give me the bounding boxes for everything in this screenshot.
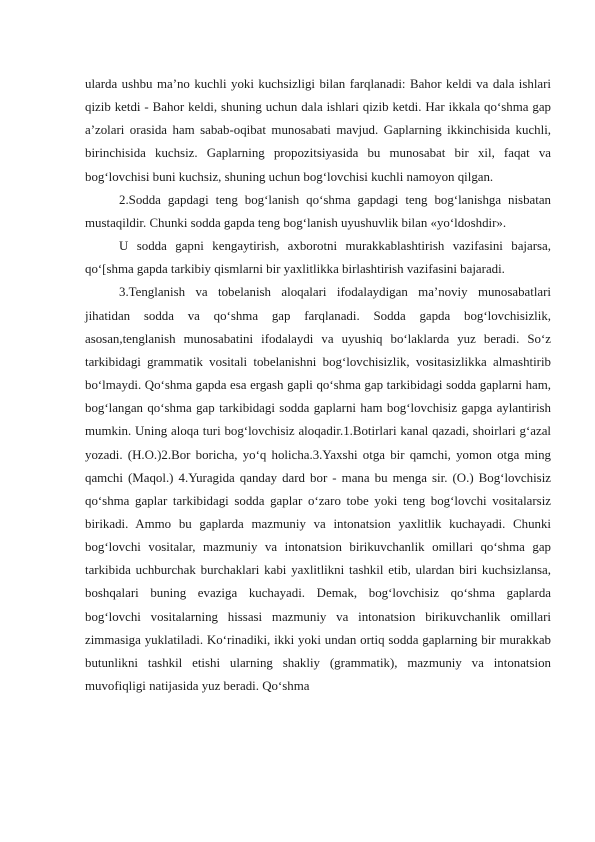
body-text (85, 73, 551, 698)
paragraph-1: ularda ushbu ma’no kuchli yoki kuchsizligi bilan farqlanadi: Bahor keldi va dala ishlari qizib ketdi - Bahor keldi, shuning uchun dala ishlari qizib ketdi. Har ikkala qo‘shma gap a’zolari orasida ham sabab-oqibat munosabati mavjud. Gaplarning ikkinchisida kuchli, birinchisida kuchsiz. Gaplarning propozitsiyasida bu munosabat bir xil, faqat va bog‘lovchisi buni kuchsiz, shuning uchun bog‘lovchisi kuchli namoyon qilgan. (85, 77, 551, 184)
paragraph-2: 2.Sodda gapdagi teng bog‘lanish qo‘shma gapdagi teng bog‘lanishga nisbatan mustaqildir. Chunki sodda gapda teng bog‘lanish uyushuvlik bilan «yo‘ldoshdir». (85, 192, 551, 230)
paragraph-4: 3.Tenglanish va tobelanish aloqalari ifodalaydigan ma’noviy munosabatlari jihatidan sodda va qo‘shma gap farqlanadi. Sodda gapda bog‘lovchisizlik, asosan,tenglanish munosabatini ifodalaydi va uyushiq bo‘laklarda yuz beradi. So‘z tarkibidagi grammatik vositali tobelanishni bog‘lovchisizlik, vositasizlikka almashtirib bo‘lmaydi. Qo‘shma gapda esa ergash gapli qo‘shma gap tarkibidagi sodda gaplarni ham, bog‘langan qo‘shma gap tarkibidagi sodda gaplarni ham bog‘lovchisiz gapga aylantirish mumkin. Uning aloqa turi bog‘lovchisiz aloqadir.1.Botirlari kanal qazadi, shoirlari g‘azal yozadi. (H.O.)2.Bor boricha, yo‘q holicha.3.Yaxshi otga bir qamchi, yomon otga ming qamchi (Maqol.) 4.Yuragida qanday dard bor - mana bu menga sir. (O.) Bog‘lovchisiz qo‘shma gaplar tarkibidagi sodda gaplar o‘zaro tobe yoki teng bog‘lovchi vositalarsiz birikadi. Ammo bu gaplarda mazmuniy va intonatsion yaxlitlik kuchayadi. Chunki bog‘lovchi vositalar, mazmuniy va intonatsion birikuvchanlik omillari qo‘shma gap tarkibida uchburchak burchaklari kabi yaxlitlikni tashkil etib, ulardan biri kuchsizlansa, boshqalari buning evaziga kuchayadi. Demak, bog‘lovchisiz qo‘shma gaplarda bog‘lovchi vositalarning hissasi mazmuniy va intonatsion birikuvchanlik omillari zimmasiga yuklatiladi. Ko‘rinadiki, ikki yoki undan ortiq sodda gaplarning bir murakkab butunlikni tashkil etishi ularning shakliy (grammatik), mazmuniy va intonatsion muvofiqligi natijasida yuz beradi. Qo‘shma (85, 285, 551, 694)
paragraph-3: U sodda gapni kengaytirish, axborotni murakkablashtirish vazifasini bajarsa, qo‘[shma gapda tarkibiy qismlarni bir yaxlitlikka birlashtirish vazifasini bajaradi. (85, 239, 551, 277)
